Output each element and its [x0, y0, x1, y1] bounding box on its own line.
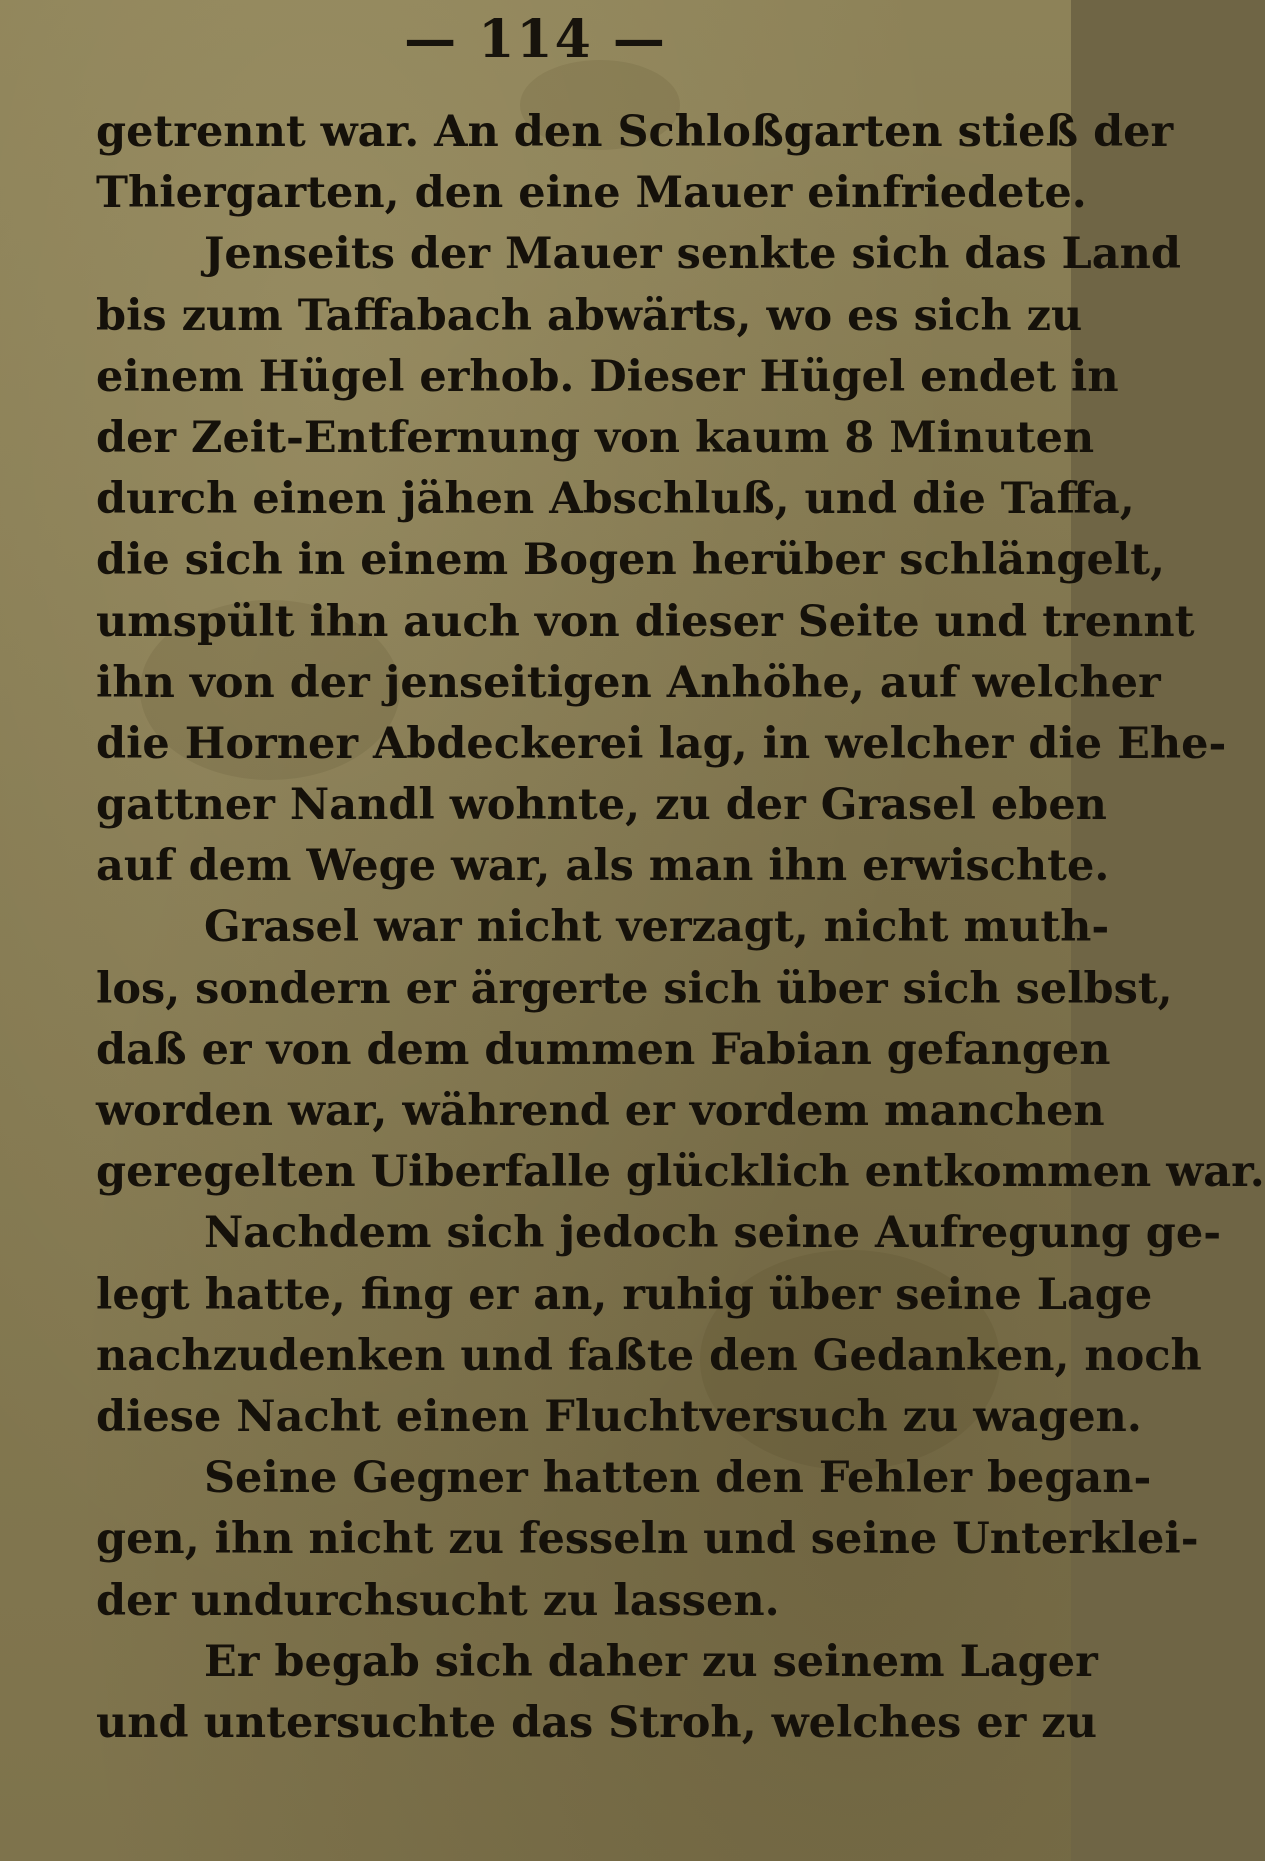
- text-line: daß er von dem dummen Fabian gefangen: [96, 1024, 1111, 1075]
- text-line: Er begab sich daher zu seinem Lager: [204, 1636, 1098, 1687]
- text-line: geregelten Uiberfalle glücklich entkommen war.: [96, 1147, 1265, 1198]
- text-line: Seine Gegner hatten den Fehler began-: [204, 1453, 1152, 1504]
- text-line: nachzudenken und faßte den Gedanken, noch: [96, 1330, 1202, 1381]
- text-line: umspült ihn auch von dieser Seite und trennt: [96, 596, 1195, 647]
- text-line: die sich in einem Bogen herüber schlängelt,: [96, 535, 1166, 586]
- text-line: getrennt war. An den Schloßgarten stieß der: [96, 107, 1174, 157]
- text-line: und untersuchte das Stroh, welches er zu: [96, 1697, 1097, 1748]
- text-line: der Zeit-Entfernung von kaum 8 Minuten: [96, 412, 1095, 463]
- text-line: ihn von der jenseitigen Anhöhe, auf welcher: [96, 657, 1161, 708]
- text-line: gen, ihn nicht zu fesseln und seine Unterklei-: [96, 1514, 1199, 1565]
- text-line: der undurchsucht zu lassen.: [96, 1575, 780, 1626]
- text-line: einem Hügel erhob. Dieser Hügel endet in: [96, 351, 1119, 402]
- text-line: durch einen jähen Abschluß, und die Taffa,: [96, 474, 1135, 525]
- text-line: auf dem Wege war, als man ihn erwischte.: [96, 841, 1110, 892]
- text-line: legt hatte, fing er an, ruhig über seine Lage: [96, 1269, 1153, 1320]
- text-line: die Horner Abdeckerei lag, in welcher die Ehe-: [96, 718, 1227, 769]
- text-line: bis zum Taffabach abwärts, wo es sich zu: [96, 290, 1083, 341]
- text-line: Nachdem sich jedoch seine Aufregung ge-: [204, 1208, 1222, 1259]
- body-text: [96, 102, 1265, 1754]
- text-line: Thiergarten, den eine Mauer einfriedete.: [96, 168, 1087, 219]
- text-line: diese Nacht einen Fluchtversuch zu wagen.: [96, 1391, 1142, 1442]
- page-number: — 114 —: [404, 9, 667, 70]
- text-line: gattner Nandl wohnte, zu der Grasel eben: [96, 780, 1107, 831]
- text-line: Grasel war nicht verzagt, nicht muth-: [204, 902, 1110, 953]
- text-line: Jenseits der Mauer senkte sich das Land: [204, 229, 1181, 280]
- text-line: los, sondern er ärgerte sich über sich selbst,: [96, 963, 1173, 1014]
- text-line: worden war, während er vordem manchen: [96, 1086, 1105, 1136]
